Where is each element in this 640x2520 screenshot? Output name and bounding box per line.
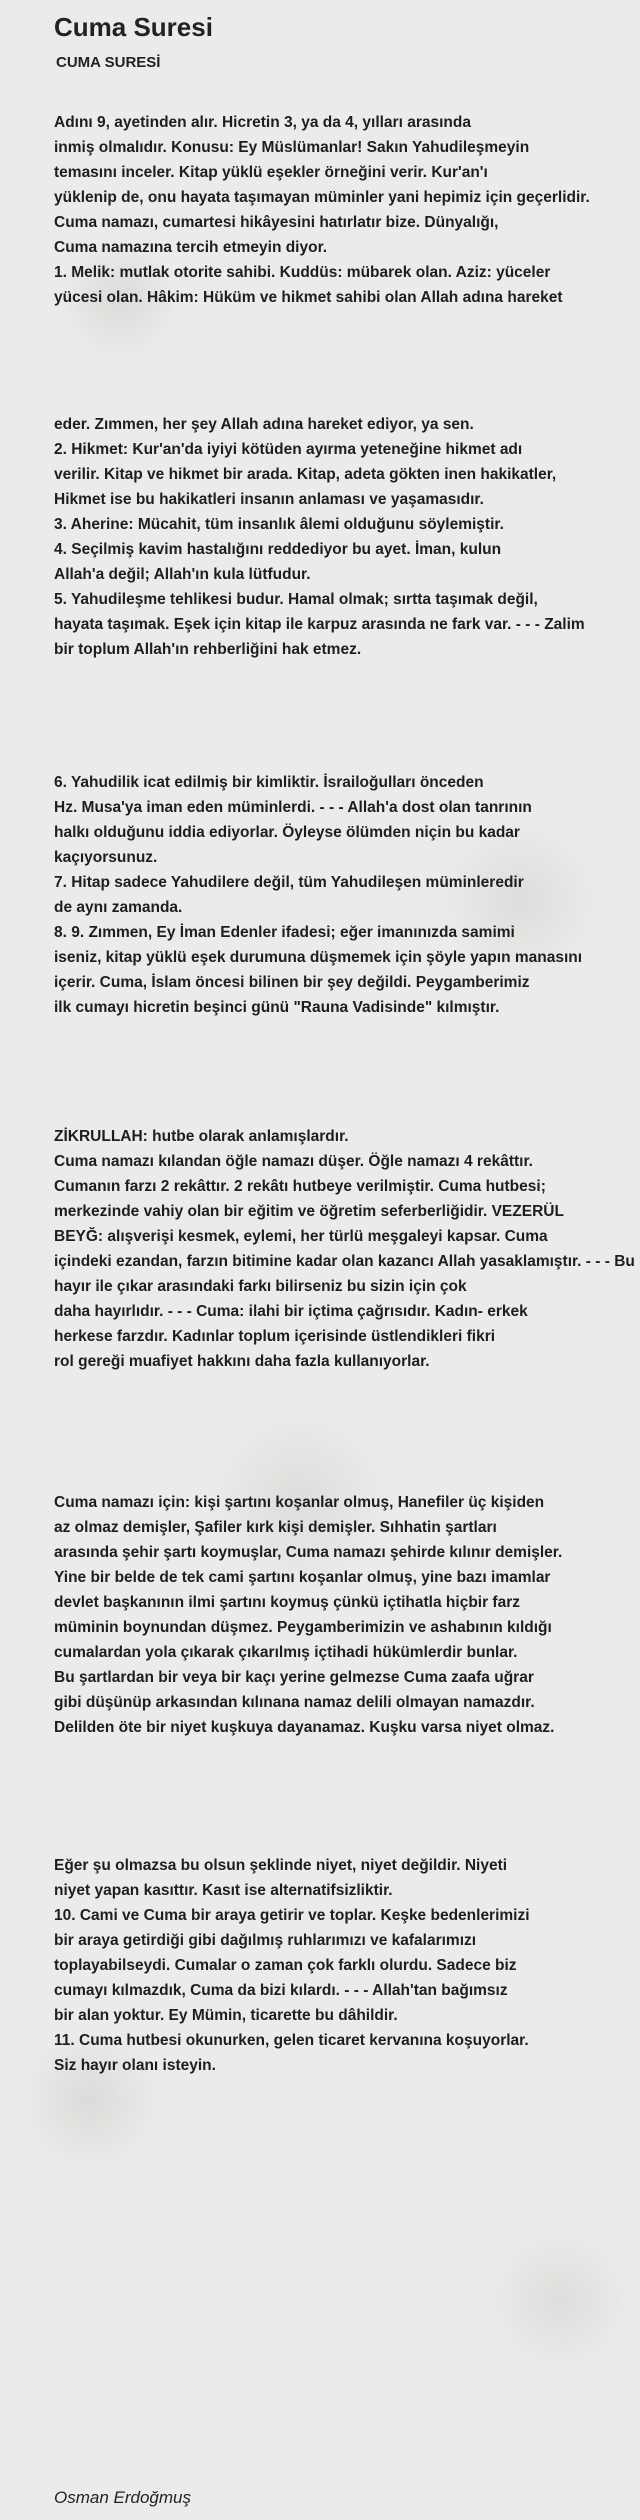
poem-title: Cuma Suresi bbox=[54, 12, 213, 42]
author-name: Osman Erdoğmuş bbox=[54, 2488, 191, 2507]
poem-subtitle: CUMA SURESİ bbox=[56, 54, 161, 71]
poem-paragraph-5: Cuma namazı için: kişi şartını koşanlar olmuş, Hanefiler üç kişiden az olmaz demişler, Şafiler kırk kişi demişler. Sıhhatin şartları arasında şehir şartı koymuşlar, Cuma namazı şehirde kılınır demişler. Yine bir belde de tek cami şartını koşanlar olmuş, yine bazı imamlar devlet başkanının ilmi şartını koymuş çünkü içtihatla hiçbir farz müminin boynundan düşmez. Peygamberimizin ve ashabının kıldığı cumalardan yola çıkarak çıkarılmış içtihadi hükümlerdir bunlar. Bu şartlardan bir veya bir kaçı yerine gelmezse Cuma zaafa uğrar gibi düşünüp arkasından kılınana namaz delili olmayan namazdır. Delilden öte bir niyet kuşkuya dayanamaz. Kuşku varsa niyet olmaz. bbox=[54, 1494, 563, 1736]
poem-paragraph-2: eder. Zımmen, her şey Allah adına hareket ediyor, ya sen. 2. Hikmet: Kur'an'da iyiyi kötüden ayırma yeteneğine hikmet adı verilir. Kitap ve hikmet bir arada. Kitap, adeta gökten inen hakikatler, Hikmet ise bu hakikatleri insanın anlaması ve yaşamasıdır. 3. Aherine: Mücahit, tüm insanlık âlemi olduğunu söylemiştir. 4. Seçilmiş kavim hastalığını reddediyor bu ayet. İman, kulun Allah'a değil; Allah'ın kula lütfudur. 5. Yahudileşme tehlikesi budur. Hamal olmak; sırtta taşımak değil, hayata taşımak. Eşek için kitap ile karpuz arasında ne fark var. - - - Zalim bir toplum Allah'ın rehberliğini hak etmez. bbox=[54, 416, 585, 658]
poem-paragraph-4: ZİKRULLAH: hutbe olarak anlamışlardır. Cuma namazı kılandan öğle namazı düşer. Öğle namazı 4 rekâttır. Cumanın farzı 2 rekâttır. 2 rekâtı hutbeye verilmiştir. Cuma hutbesi; merkezinde vahiy olan bir eğitim ve öğretim seferberliğidir. VEZERÜL BEYĞ: alışverişi kesmek, eylemi, her türlü meşgaleyi kapsar. Cuma içindeki ezandan, farzın bitimine kadar olan kazancı Allah yasaklamıştır. - - - Bu hayır ile çıkar arasındaki farkı bilirseniz bu sizin için çok daha hayırlıdır. - - - Cuma: ilahi bir içtima çağrısıdır. Kadın- erkek herkese farzdır. Kadınlar toplum içerisinde üstlendikleri fikri rol gereği muafiyet hakkını daha fazla kullanıyorlar. bbox=[54, 1128, 635, 1370]
poem-paragraph-6: Eğer şu olmazsa bu olsun şeklinde niyet, niyet değildir. Niyeti niyet yapan kasıttır. Kasıt ise alternatifsizliktir. 10. Cami ve Cuma bir araya getirir ve toplar. Keşke bedenlerimizi bir araya getirdiği gibi dağılmış ruhlarımızı ve kafalarımızı toplayabilseydi. Cumalar o zaman çok farklı olurdu. Sadece biz cumayı kılmazdık, Cuma da bizi kılardı. - - - Allah'tan bağımsız bir alan yoktur. Ey Mümin, ticarette bu dâhildir. 11. Cuma hutbesi okunurken, gelen ticaret kervanına koşuyorlar. Siz hayır olanı isteyin. bbox=[54, 1857, 530, 2074]
poem-paragraph-3: 6. Yahudilik icat edilmiş bir kimliktir. İsrailoğulları önceden Hz. Musa'ya iman eden müminlerdi. - - - Allah'a dost olan tanrının halkı olduğunu iddia ediyorlar. Öyleyse ölümden niçin bu kadar kaçıyorsunuz. 7. Hitap sadece Yahudilere değil, tüm Yahudileşen müminleredir de aynı zamanda. 8. 9. Zımmen, Ey İman Edenler ifadesi; eğer imanınızda samimi iseniz, kitap yüklü eşek durumuna düşmemek için şöyle yapın manasını içerir. Cuma, İslam öncesi bilinen bir şey değildi. Peygamberimiz ilk cumayı hicretin beşinci günü "Rauna Vadisinde" kılmıştır. bbox=[54, 774, 583, 1016]
poem-paragraph-1: Adını 9, ayetinden alır. Hicretin 3, ya da 4, yılları arasında inmiş olmalıdır. Konusu: Ey Müslümanlar! Sakın Yahudileşmeyin temasını inceler. Kitap yüklü eşekler örneğini verir. Kur'an'ı yüklenip de, onu hayata taşımayan müminler yani hepimiz için geçerlidir. Cuma namazı, cumartesi hikâyesini hatırlatır bize. Dünyalığı, Cuma namazına tercih etmeyin diyor. 1. Melik: mutlak otorite sahibi. Kuddüs: mübarek olan. Aziz: yüceler yücesi olan. Hâkim: Hüküm ve hikmet sahibi olan Allah adına hareket bbox=[54, 114, 590, 306]
